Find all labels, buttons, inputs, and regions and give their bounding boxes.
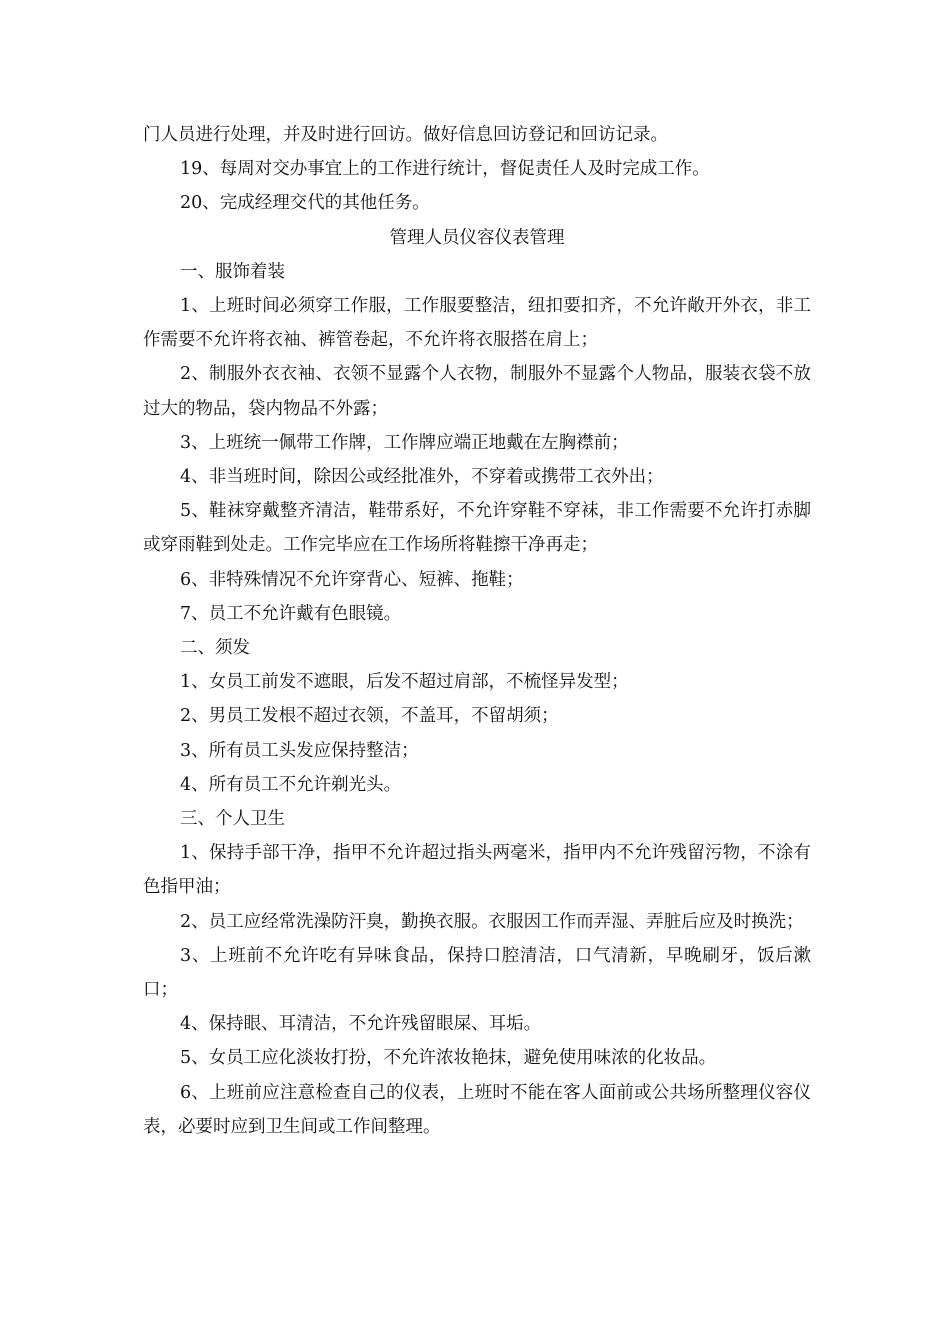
paragraph-item-20: 20、完成经理交代的其他任务。 [180,193,430,214]
paragraph-attire-7: 7、员工不允许戴有色眼镜。 [180,603,402,624]
paragraph-attire-2: 2、制服外衣衣袖、衣领不显露个人衣物，制服外不显露个人物品，服装衣袋不放过大的物品，袋内物品不外露； [143,364,811,419]
paragraph-attire-1: 1、上班时间必须穿工作服，工作服要整洁，纽扣要扣齐，不允许敞开外衣，非工作需要不允许将衣袖、裤管卷起，不允许将衣服搭在肩上； [143,296,811,351]
paragraph-hygiene-6: 6、上班前应注意检查自己的仪表，上班时不能在客人面前或公共场所整理仪容仪表，必要时应到卫生间或工作间整理。 [143,1082,811,1137]
paragraph-attire-6: 6、非特殊情况不允许穿背心、短裤、拖鞋； [180,569,524,590]
paragraph-hair-4: 4、所有员工不允许剃光头。 [180,774,402,795]
paragraph-hygiene-2: 2、员工应经常洗澡防汗臭，勤换衣服。衣服因工作而弄湿、弄脏后应及时换洗； [180,911,804,932]
section-title: 管理人员仪容仪表管理 [389,227,565,248]
section-heading-hygiene: 三、个人卫生 [180,809,285,830]
section-heading-hair: 二、须发 [180,638,250,659]
paragraph-attire-5: 5、鞋袜穿戴整齐清洁，鞋带系好，不允许穿鞋不穿袜，非工作需要不允许打赤脚或穿雨鞋到处走。工作完毕应在工作场所将鞋擦干净再走； [143,501,811,556]
paragraph-attire-3: 3、上班统一佩带工作牌，工作牌应端正地戴在左胸襟前； [180,432,629,453]
paragraph-hair-3: 3、所有员工头发应保持整洁； [180,740,419,761]
paragraph-hair-1: 1、女员工前发不遮眼，后发不超过肩部，不梳怪异发型； [180,672,629,693]
document-body [143,118,811,1144]
paragraph-hygiene-5: 5、女员工应化淡妆打扮，不允许浓妆艳抹，避免使用味浓的化妆品。 [180,1048,717,1069]
paragraph-hygiene-3: 3、上班前不允许吃有异味食品，保持口腔清洁，口气清新，早晚刷牙，饭后漱口； [143,945,811,1001]
paragraph-item-19: 19、每周对交办事宜上的工作进行统计，督促责任人及时完成工作。 [180,159,710,180]
paragraph-attire-4: 4、非当班时间，除因公或经批准外，不穿着或携带工衣外出； [180,467,664,488]
paragraph-hygiene-4: 4、保持眼、耳清洁，不允许残留眼屎、耳垢。 [180,1014,542,1035]
paragraph-hair-2: 2、男员工发根不超过衣领，不盖耳，不留胡须； [180,706,559,727]
section-heading-attire: 一、服饰着装 [180,261,285,282]
paragraph-continuation: 门人员进行处理，并及时进行回访。做好信息回访登记和回访记录。 [143,125,668,145]
paragraph-hygiene-1: 1、保持手部干净，指甲不允许超过指头两毫米，指甲内不允许残留污物，不涂有色指甲油； [143,843,811,898]
